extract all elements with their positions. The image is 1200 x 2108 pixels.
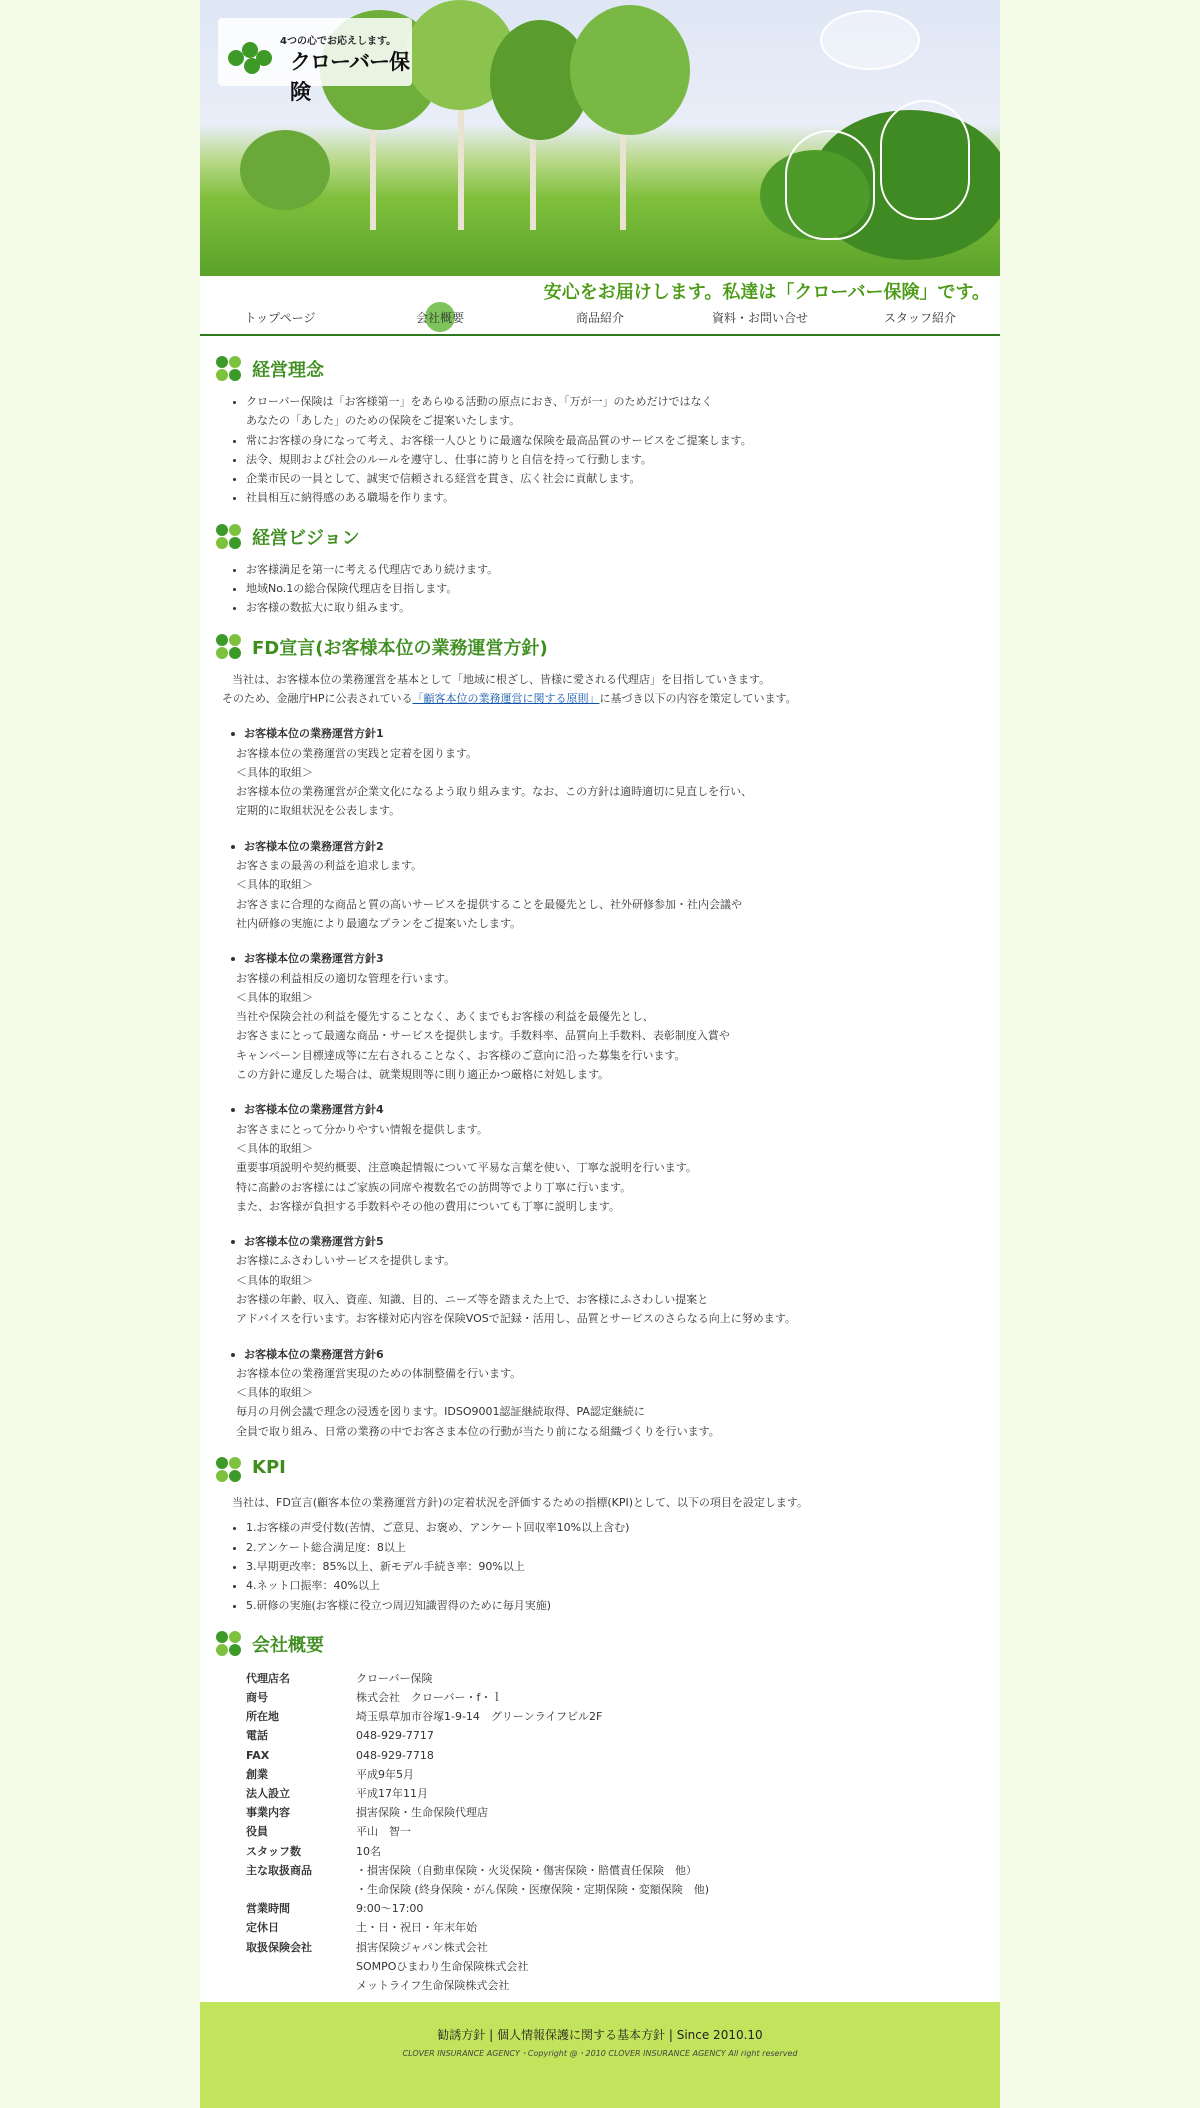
policy-line: お客さまにとって分かりやすい情報を提供します。 xyxy=(236,1122,488,1136)
row-value: 平山 智一 xyxy=(356,1825,411,1839)
row-value: メットライフ生命保険株式会社 xyxy=(356,1979,510,1993)
policy-line: 社内研修の実施により最適なプランをご提案いたします。 xyxy=(236,916,522,930)
section-title: 経営理念 xyxy=(252,360,324,381)
list-item: • 2.アンケート総合満足度：8以上 xyxy=(246,1538,986,1557)
table-row xyxy=(246,1726,709,1745)
page xyxy=(200,0,1000,2108)
kpi-list xyxy=(246,1518,986,1614)
policy-title-text: お客様本位の業務運営方針1 xyxy=(244,727,384,741)
fd-policies xyxy=(216,724,986,1441)
row-label: 法人設立 xyxy=(246,1787,290,1801)
clover-icon xyxy=(216,356,242,382)
policy-title-text: お客様本位の業務運営方針3 xyxy=(244,952,384,966)
table-row xyxy=(246,1938,709,1957)
row-label: 取扱保険会社 xyxy=(246,1940,312,1954)
row-label xyxy=(246,1880,356,1899)
solicitation-policy-link[interactable]: 勧誘方針 xyxy=(437,2028,486,2042)
clover-icon xyxy=(216,634,242,660)
table-row xyxy=(246,1707,709,1726)
philosophy-list xyxy=(246,392,986,508)
table-row xyxy=(246,1688,709,1707)
clover-leaf-icon xyxy=(216,537,228,549)
policy-title-text: お客様本位の業務運営方針5 xyxy=(244,1235,384,1249)
clover-leaf-icon xyxy=(229,1644,241,1656)
row-value: SOMPOひまわり生命保険株式会社 xyxy=(356,1959,529,1973)
clover-leaf-icon xyxy=(216,1470,228,1482)
since-text: Since 2010.10 xyxy=(676,2028,763,2042)
row-label: 主な取扱商品 xyxy=(246,1863,312,1877)
clover-leaf-icon xyxy=(229,369,241,381)
clover-leaf-icon xyxy=(229,634,241,646)
nav-label: 会社概要 xyxy=(415,311,464,325)
fd-intro-text: そのため、金融庁HPに公表されている xyxy=(222,691,413,705)
policy-line: ＜具体的取組＞ xyxy=(236,1141,313,1155)
fd-intro-2 xyxy=(216,689,986,708)
main-content xyxy=(216,340,986,1995)
policy-line: お客様の年齢、収入、資産、知識、目的、ニーズ等を踏まえた上で、お客様にふさわしい提案と xyxy=(236,1292,709,1306)
policy-line: お客様の利益相反の適切な管理を行います。 xyxy=(236,971,456,985)
global-nav xyxy=(200,300,1000,336)
policy-title xyxy=(216,1232,986,1251)
section-heading-fd xyxy=(216,624,986,660)
row-value: ・損害保険（自動車保険・火災保険・傷害保険・賠償責任保険 他） xyxy=(356,1863,697,1877)
row-label xyxy=(246,1957,356,1976)
table-row xyxy=(246,1669,709,1688)
table-row xyxy=(246,1765,709,1784)
footer-separator: | xyxy=(668,2028,677,2042)
table-row xyxy=(246,1880,709,1899)
policy-title xyxy=(216,1100,986,1119)
policy-title-text: お客様本位の業務運営方針2 xyxy=(244,839,384,853)
clover-icon xyxy=(216,1457,242,1483)
row-label: 事業内容 xyxy=(246,1806,290,1820)
policy-block xyxy=(216,1345,986,1441)
policy-line: お客様にふさわしいサービスを提供します。 xyxy=(236,1254,456,1268)
policy-title xyxy=(216,837,986,856)
row-label: 代理店名 xyxy=(246,1671,290,1685)
vision-list xyxy=(246,560,986,618)
kpi-intro: 当社は、FD宣言(顧客本位の業務運営方針)の定着状況を評価するための指標(KPI)として、以下の項目を設定します。 xyxy=(232,1496,808,1510)
policy-line: お客様本位の業務運営の実践と定着を図ります。 xyxy=(236,746,478,760)
policy-line: 特に高齢のお客様にはご家族の同席や複数名での訪問等でより丁寧に行います。 xyxy=(236,1180,632,1194)
row-value: 損害保険・生命保険代理店 xyxy=(356,1806,488,1820)
table-row xyxy=(246,1861,709,1880)
section-title: 会社概要 xyxy=(252,1634,324,1656)
clover-leaf-icon xyxy=(229,1457,241,1469)
row-value: 10名 xyxy=(356,1844,381,1858)
row-label: 電話 xyxy=(246,1729,268,1743)
clover-leaf-icon xyxy=(229,537,241,549)
row-label: 役員 xyxy=(246,1825,268,1839)
policy-line: ＜具体的取組＞ xyxy=(236,878,313,892)
list-item: • 4.ネット口振率：40%以上 xyxy=(246,1576,986,1595)
policy-line: アドバイスを行います。お客様対応内容を保険VOSで記録・活用し、品質とサービスのさらなる向上に努めます。 xyxy=(236,1312,796,1326)
policy-line: 重要事項説明や契約概要、注意喚起情報について平易な言葉を使い、丁寧な説明を行います。 xyxy=(236,1161,697,1175)
clover-leaf-icon xyxy=(216,369,228,381)
list-item: あなたの「あした」のための保険をご提案いたします。 xyxy=(246,414,521,428)
footer-separator: | xyxy=(489,2028,497,2042)
table-row xyxy=(246,1957,709,1976)
nav-item-products[interactable] xyxy=(520,300,680,334)
row-label: 所在地 xyxy=(246,1710,279,1724)
row-value: 土・日・祝日・年末年始 xyxy=(356,1921,477,1935)
list-item: • 5.研修の実施(お客様に役立つ周辺知識習得のために毎月実施) xyxy=(246,1596,986,1615)
policy-line: ＜具体的取組＞ xyxy=(236,1386,313,1400)
logo-name: クローバー保険 xyxy=(290,50,409,104)
row-label: スタッフ数 xyxy=(246,1844,301,1858)
row-value: 株式会社 クローバー・f・ｌ xyxy=(356,1691,503,1705)
clover-leaf-icon xyxy=(229,1631,241,1643)
list-item: • 社員相互に納得感のある職場を作ります。 xyxy=(246,488,986,507)
clover-leaf-icon xyxy=(216,1644,228,1656)
nav-label: スタッフ紹介 xyxy=(883,311,956,325)
table-row xyxy=(246,1899,709,1918)
policy-title-text: お客様本位の業務運営方針6 xyxy=(244,1347,384,1361)
list-item: • 法令、規則および社会のルールを遵守し、仕事に誇りと自信を持って行動します。 xyxy=(246,450,986,469)
policy-line: 全員で取り組み、日常の業務の中でお客さま本位の行動が当たり前になる組織づくりを行います。 xyxy=(236,1424,720,1438)
clover-icon xyxy=(216,524,242,550)
policy-block xyxy=(216,837,986,933)
table-row xyxy=(246,1746,709,1765)
fd-intro-text: に基づき以下の内容を策定しています。 xyxy=(599,691,797,705)
nav-label: 資料・お問い合せ xyxy=(711,311,808,325)
policy-line: 定期的に取組状況を公表します。 xyxy=(236,804,401,818)
table-row xyxy=(246,1784,709,1803)
list-item: • 企業市民の一員として、誠実で信頼される経営を貫き、広く社会に貢献します。 xyxy=(246,469,986,488)
policy-block xyxy=(216,724,986,820)
row-value: 平成17年11月 xyxy=(356,1787,428,1801)
row-label: 商号 xyxy=(246,1691,268,1705)
header-banner-image xyxy=(200,0,1000,276)
section-heading-kpi xyxy=(216,1447,986,1483)
policy-title xyxy=(216,949,986,968)
clover-leaf-icon xyxy=(216,356,228,368)
list-item: • お客様満足を第一に考える代理店であり続けます。 xyxy=(246,560,986,579)
policy-title-text: お客様本位の業務運営方針4 xyxy=(244,1103,384,1117)
policy-line: 毎月の月例会議で理念の浸透を図ります。IDSO9001認証継続取得、PA認定継続に xyxy=(236,1405,645,1419)
section-heading-company xyxy=(216,1621,986,1657)
row-value: 埼玉県草加市谷塚1-9-14 グリーンライフビル2F xyxy=(356,1710,603,1724)
clover-leaf-icon xyxy=(229,1470,241,1482)
row-value: 平成9年5月 xyxy=(356,1767,414,1781)
copyright: CLOVER INSURANCE AGENCY・Copyright @・2010 CLOVER INSURANCE AGENCY All right reserved xyxy=(402,2049,798,2058)
row-label xyxy=(246,1976,356,1995)
privacy-policy-link[interactable]: 個人情報保護に関する基本方針 xyxy=(497,2028,666,2042)
footer xyxy=(200,2002,1000,2108)
row-label: 営業時間 xyxy=(246,1902,290,1916)
clover-icon xyxy=(216,1631,242,1657)
policy-title xyxy=(216,1345,986,1364)
policy-line: お客様本位の業務運営実現のための体制整備を行います。 xyxy=(236,1366,522,1380)
row-label: 創業 xyxy=(246,1767,268,1781)
row-value: 048-929-7718 xyxy=(356,1748,434,1762)
section-title: FD宣言(お客様本位の業務運営方針) xyxy=(252,637,548,659)
policy-line: この方針に違反した場合は、就業規則等に則り適正かつ厳格に対処します。 xyxy=(236,1068,610,1082)
table-row xyxy=(246,1803,709,1822)
clover-leaf-icon xyxy=(216,1631,228,1643)
clover-leaf-icon xyxy=(216,524,228,536)
policy-line: 当社や保険会社の利益を優先することなく、あくまでもお客様の利益を最優先とし、 xyxy=(236,1010,654,1024)
section-title: KPI xyxy=(252,1457,286,1479)
list-item: • クローバー保険は「お客様第一」をあらゆる活動の原点におき、「万が一」のためだけではなく xyxy=(246,392,986,411)
policy-block xyxy=(216,1100,986,1216)
nav-item-staff[interactable] xyxy=(840,300,1000,334)
fsa-principles-link[interactable]: 「顧客本位の業務運営に関する原則」 xyxy=(412,691,600,705)
policy-line: お客様本位の業務運営が企業文化になるよう取り組みます。なお、この方針は適時適切に見直しを行い、 xyxy=(236,785,753,799)
policy-block xyxy=(216,949,986,1084)
policy-block xyxy=(216,1232,986,1328)
clover-leaf-icon xyxy=(216,634,228,646)
list-item: • 常にお客様の身になって考え、お客様一人ひとりに最適な保険を最高品質のサービスをご提案します。 xyxy=(246,431,986,450)
policy-line: ＜具体的取組＞ xyxy=(236,990,313,1004)
footer-links xyxy=(200,2026,1000,2043)
company-profile-table xyxy=(246,1669,709,1995)
clover-leaf-icon xyxy=(216,647,228,659)
nav-item-company[interactable] xyxy=(360,300,520,334)
nav-label: トップページ xyxy=(244,311,316,325)
row-value: 損害保険ジャパン株式会社 xyxy=(356,1940,488,1954)
clover-leaf-icon xyxy=(216,1457,228,1469)
table-row xyxy=(246,1918,709,1937)
row-value: クローバー保険 xyxy=(356,1671,433,1685)
list-item: • 1.お客様の声受付数(苦情、ご意見、お褒め、アンケート回収率10%以上含む) xyxy=(246,1518,986,1537)
nav-label: 商品紹介 xyxy=(575,311,624,325)
row-label: FAX xyxy=(246,1748,270,1762)
table-row xyxy=(246,1822,709,1841)
policy-line: ＜具体的取組＞ xyxy=(236,765,313,779)
header-slogan: 安心をお届けします。私達は「クローバー保険」です。 xyxy=(543,282,990,303)
fd-intro: 当社は、お客様本位の業務運営を基本として「地域に根ざし、皆様に愛される代理店」を目指していきます。 xyxy=(232,672,771,686)
list-item: • 3.早期更改率：85%以上、新モデル手続き率：90%以上 xyxy=(246,1557,986,1576)
policy-line: ＜具体的取組＞ xyxy=(236,1273,313,1287)
section-heading-vision xyxy=(216,514,986,550)
section-title: 経営ビジョン xyxy=(252,527,360,549)
clover-leaf-icon xyxy=(229,356,241,368)
nav-item-contact[interactable] xyxy=(680,300,840,334)
clover-leaf-icon xyxy=(229,647,241,659)
table-row xyxy=(246,1976,709,1995)
clover-leaf-icon xyxy=(256,50,272,66)
section-heading-philosophy xyxy=(216,346,986,382)
table-row xyxy=(246,1842,709,1861)
row-value: 9:00〜17:00 xyxy=(356,1902,424,1916)
policy-line: また、お客様が負担する手数料やその他の費用についても丁寧に説明します。 xyxy=(236,1199,620,1213)
policy-line: お客さまの最善の利益を追求します。 xyxy=(236,859,423,873)
list-item: • 地域No.1の総合保険代理店を目指します。 xyxy=(246,579,986,598)
list-item: • お客様の数拡大に取り組みます。 xyxy=(246,598,986,617)
row-label: 定休日 xyxy=(246,1921,279,1935)
policy-title xyxy=(216,724,986,743)
clover-leaf-icon xyxy=(229,524,241,536)
logo-tagline: 4つの心でお応えします。 xyxy=(280,36,397,47)
policy-line: お客さまにとって最適な商品・サービスを提供します。手数料率、品質向上手数料、表彰制度入賞や xyxy=(236,1029,730,1043)
site-logo[interactable] xyxy=(218,18,412,104)
row-value: 048-929-7717 xyxy=(356,1729,434,1743)
row-value: ・生命保険 (終身保険・がん保険・医療保険・定期保険・変額保険 他) xyxy=(356,1883,710,1897)
nav-item-top[interactable] xyxy=(200,300,360,334)
policy-line: お客さまに合理的な商品と質の高いサービスを提供することを最優先とし、社外研修参加・社内会議や xyxy=(236,897,742,911)
policy-line: キャンペーン目標達成等に左右されることなく、お客様のご意向に沿った募集を行います。 xyxy=(236,1048,686,1062)
